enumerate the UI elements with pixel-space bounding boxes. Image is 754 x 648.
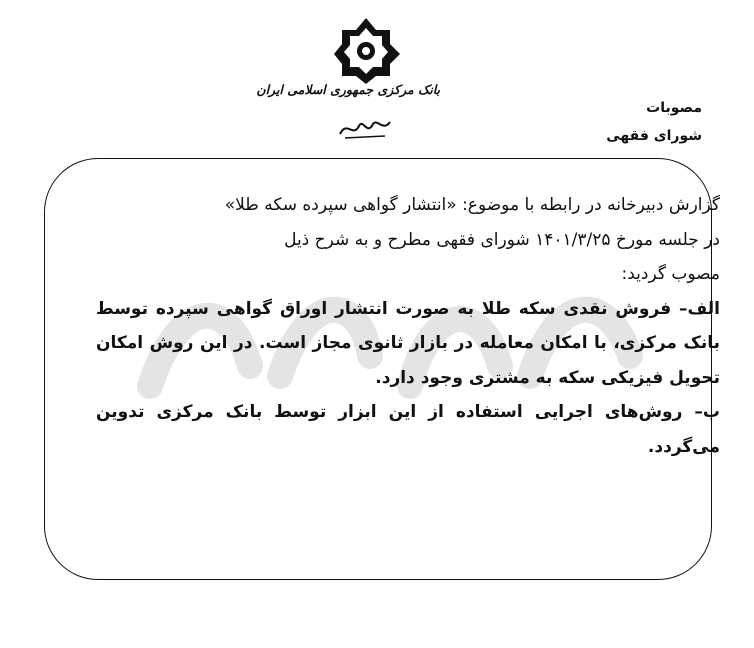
body-line-1: گزارش دبیرخانه در رابطه با موضوع: «انتشار گواهی سپرده سکه طلا» — [224, 195, 720, 215]
resolution-body — [96, 188, 720, 464]
bank-name-logotype: بانک مرکزی جمهوری اسلامی ایران — [256, 82, 440, 97]
body-line-3: مصوب گردید: — [621, 264, 720, 284]
signature-mark — [335, 112, 395, 142]
central-bank-logo — [330, 14, 402, 86]
council-title-line2: شورای فقهی — [606, 128, 702, 144]
clause-alef: الف– فروش نقدی سکه طلا به صورت انتشار اوراق گواهی سپرده توسط بانک مرکزی، با امکان معامله در بازار ثانوی مجاز است. در این روش امکان تحویل فیزیکی سکه به مشتری وجود دارد. — [96, 298, 720, 388]
council-title — [602, 94, 702, 150]
clause-be: ب– روش‌های اجرایی استفاده از این ابزار توسط بانک مرکزی تدوین می‌گردد. — [96, 402, 720, 457]
body-line-2: در جلسه مورخ ۱۴۰۱/۳/۲۵ شورای فقهی مطرح و به شرح ذیل — [284, 229, 720, 250]
council-title-line1: مصوبات — [646, 100, 702, 116]
